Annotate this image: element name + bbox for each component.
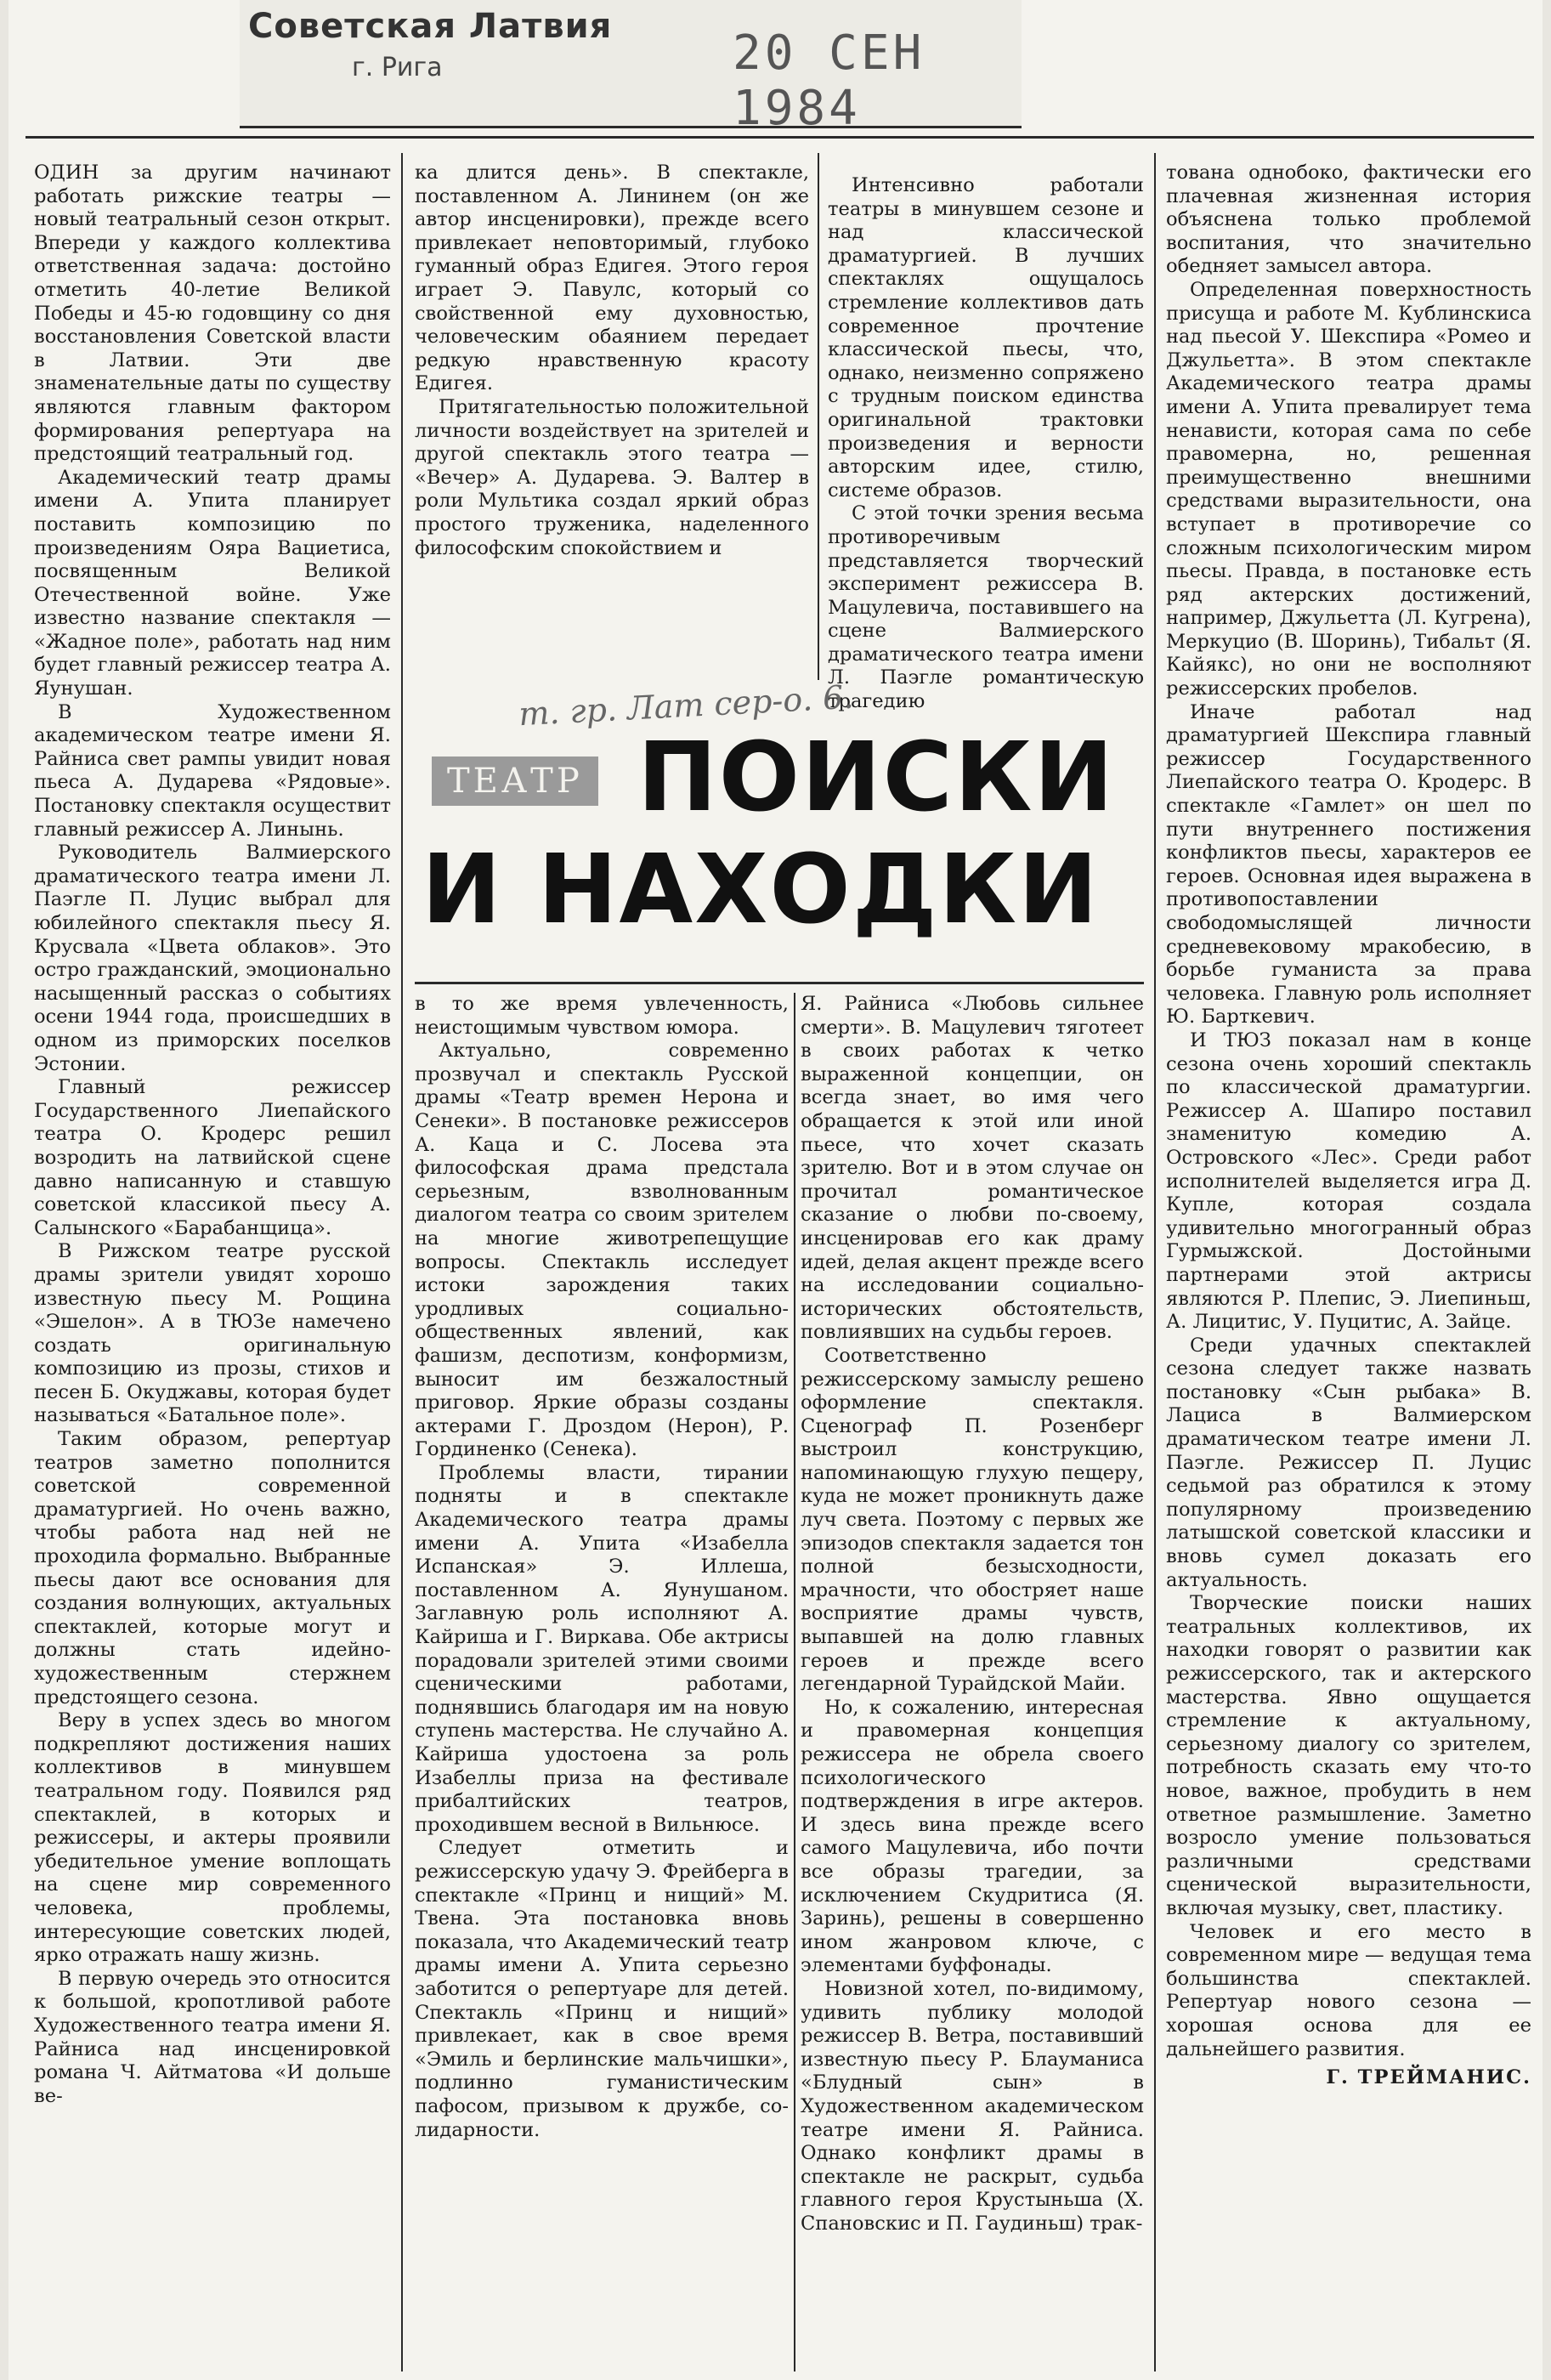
headline-line-1: ПОИСКИ: [637, 722, 1116, 833]
paragraph: Веру в успех здесь во многом подкрепляют достижения наших коллективов в минувшем театральном году. Появился ряд спектаклей, в которых и режиссеры, и актеры проявили убедительное умение воплощать на сцене мир современного человека, проблемы, интересующие советских людей, ярко отражать нашу жизнь.: [34, 1709, 391, 1967]
paragraph: Следует отметить и режиссерскую удачу Э. Фрейберга в спектакле «Принц и нищий» М. Твена. Эта постановка вновь показала, что Академический театр драмы имени А. Упита серьезно заботится о репертуаре для детей. Спектакль «Принц и нищий» привлекает, как в свое время «Эмиль и берлинские мальчишки», подлинно гуманистическим пафосом, призывом к дружбе, со-лидарности.: [415, 1837, 789, 2141]
newspaper-name: Советская Латвия: [248, 7, 613, 46]
paragraph: В первую очередь это относится к большой, кропотливой работе Художественного театра имени Я. Райниса над инсценировкой романа Ч. Айтматова «И дольше ве-: [34, 1967, 391, 2107]
paragraph: Но, к сожалению, интересная и правомерная концепция режиссера не обрела своего психологического подтверждения в игре актеров. И здесь вина прежде всего самого Мацулевича, ибо почти все образы трагедии, за исключением Скудритиса (Я. Заринь), решены в совершенно ином жанровом ключе, с элементами буффонады.: [801, 1696, 1144, 1977]
rubric-label: ТЕАТР: [432, 756, 598, 806]
paragraph: В Рижском театре русской драмы зрители увидят хорошо известную пьесу М. Рощина «Эшелон». А в ТЮЗе намечено создать оригинальную композицию из прозы, стихов и песен Б. Окуджавы, которая будет называться «Батальное поле».: [34, 1240, 391, 1427]
paragraph: Проблемы власти, тирании подняты и в спектакле Академического театра драмы имени А. Упита «Изабелла Испанская» Э. Иллешa, поставленном А. Яунушаном. Заглавную роль исполняют А. Кайриша и Г. Виркава. Обе актрисы порадовали зрителей этими своими сценическими работами, поднявшись благодаря им на новую ступень мастерства. Не случайно А. Кайриша удостоена за роль Изабеллы приза на фестивале прибалтийских театров, проходившем весной в Вильнюсе.: [415, 1461, 789, 1836]
paragraph: Среди удачных спектаклей сезона следует также назвать постановку «Сын рыбака» В. Лациса в Валмиерском драматическом театре имени Л. Паэгле. Режиссер П. Луцис седьмой раз обратился к этому популярному произведению латышской советской классики и вновь сумел доказать его актуальность.: [1166, 1334, 1531, 1591]
column-divider: [401, 153, 403, 2372]
paragraph: в то же время увлеченность, неистощимым чувством юмора.: [415, 993, 789, 1039]
issue-date: 20 СЕН 1984: [733, 26, 926, 136]
column-divider: [1154, 153, 1156, 2372]
paragraph: Человек и его место в современном мире — ведущая тема большинства спектаклей. Репертуар нового сезона — хорошая основа для ее дальнейшего развития.: [1166, 1920, 1531, 2060]
column-divider: [794, 993, 795, 2372]
headline-rule: [415, 982, 1144, 984]
paragraph: Иначе работал над драматургией Шекспира главный режиссер Государственного Лиепайского театра О. Кродерс. В спектакле «Гамлет» он шел по пути внутреннего постижения конфликтов пьесы, характеров ее героев. Основная идея выражена в противопоставлении свободомыслящей личности средневековому мракобесию, в борьбе гуманиста за права человека. Главную роль исполняет Ю. Барткевич.: [1166, 700, 1531, 1028]
handwritten-note: т. гр. Лат сер-о. 6.: [518, 677, 855, 734]
paragraph: Главный режиссер Государственного Лиепайского театра О. Кродерс решил возродить на латвийской сцене давно написанную и ставшую советской классикой пьесу А. Салынского «Барабанщица».: [34, 1076, 391, 1239]
top-rule: [25, 136, 1534, 139]
article-column-1: [34, 162, 391, 2372]
paragraph: ОДИН за другим начинают работать рижские театры — новый театральный сезон открыт. Впереди у каждого коллектива ответственная задача: достойно отметить 40-летие Великой Победы и 45-ю годовщину со дня восстановления Советской власти в Латвии. Эти две знаменательные даты по существу являются главным фактором формирования репертуара на предстоящий театральный год.: [34, 162, 391, 466]
paragraph: Академический театр драмы имени А. Упита планирует поставить композицию по произведениям Ояра Вациетиса, посвященным Великой Отечественной войне. Уже известно название спектакля — «Жадное поле», работать над ним будет главный режиссер театра А. Яунушан.: [34, 466, 391, 700]
paragraph: Определенная поверхностность присуща и работе М. Кублинскиса над пьесой У. Шекспира «Ромео и Джульетта». В этом спектакле Академического театра драмы имени А. Упита превалирует тема ненависти, которая сама по себе правомерна, но, решенная преимущественно внешними средствами выразительности, она вступает в противоречие со сложным психологическим миром пьесы. Правда, в постановке есть ряд актерских достижений, например, Джульетта (Л. Кугрена), Меркуцио (В. Шоринь), Тибальт (Я. Кайякс), но они не восполняют режиссерских пробелов.: [1166, 278, 1531, 700]
headline-line-2: И НАХОДКИ: [422, 835, 1100, 945]
article-column-2-top: [415, 162, 809, 680]
paragraph: Руководитель Валмиерского драматического театра имени Л. Паэгле П. Луцис выбрал для юбилейного спектакля пьесу Я. Крусвала «Цвета облаков». Это остро гражданский, эмоционально насыщенный рассказ о событиях осени 1944 года, происшедших в одном из приморских поселков Эстонии.: [34, 842, 391, 1075]
newspaper-city: г. Рига: [352, 53, 443, 82]
paragraph: Притягательностью положительной личности воздействует на зрителей и другой спектакль этого театра — «Вечер» А. Дударева. Э. Валтер в роли Мультика создал яркий образ простого труженика, наделенного философским спокойствием и: [415, 395, 809, 559]
newspaper-stamp: [240, 0, 1022, 136]
paragraph: Актуально, современно прозвучал и спектакль Русской драмы «Театр времен Нерона и Сенеки». В постановке режиссеров А. Каца и С. Лосева эта философская драма предстала серьезным, взволнованным диалогом театра со своим зрителем на многие животрепещущие вопросы. Спектакль исследует истоки зарождения таких уродливых социально-общественных явлений, как фашизм, деспотизм, конформизм, выносит им безжалостный приговор. Яркие образы созданы актерами Г. Дроздом (Нерон), Р. Гординенко (Сенека).: [415, 1040, 789, 1461]
paragraph: тована однобоко, фактически его плачевная жизненная история объяснена только проблемой воспитания, что значительно обедняет замысел автора.: [1166, 162, 1531, 278]
article-column-3-top: [828, 174, 1144, 713]
article-column-4: [1166, 162, 1531, 2372]
paragraph: В Художественном академическом театре имени Я. Райниса свет рампы увидит новая пьеса А. Дударева «Рядовые». Постановку спектакля осуществит главный режиссер А. Линынь.: [34, 700, 391, 841]
newspaper-page: [8, 0, 1543, 2380]
paragraph: С этой точки зрения весьма противоречивым представляется творческий эксперимент режиссера В. Мацулевича, поставившего на сцене Валмиерского драматического театра имени Л. Паэгле романтическую трагедию: [828, 502, 1144, 713]
article-column-2-bottom: [415, 993, 789, 2372]
author-signature: Г. ТРЕЙМАНИС.: [1326, 2066, 1531, 2089]
paragraph: Соответственно режиссерскому замыслу решено оформление спектакля. Сценограф П. Розенберг выстроил конструкцию, напоминающую глухую пещеру, куда не может проникнуть даже луч света. Поэтому с первых же эпизодов спектакля задается тон полной безысходности, мрачности, что обостряет наше восприятие драмы чувств, выпавшей на долю главных героев и прежде всего легендарной Турайдской Майи.: [801, 1344, 1144, 1696]
column-divider: [818, 153, 819, 680]
paragraph: И ТЮЗ показал нам в конце сезона очень хороший спектакль по классической драматургии. Режиссер А. Шапиро поставил знаменитую комедию А. Островского «Лес». Среди работ исполнителей выделяется игра Д. Купле, которая создала удивительно многогранный образ Гурмыжской. Достойными партнерами этой актрисы являются Р. Плепис, Э. Лиепиньш, А. Лицитис, У. Пуцитис, А. Зайце.: [1166, 1028, 1531, 1334]
paragraph: Новизной хотел, по-видимому, удивить публику молодой режиссер В. Ветра, поставивший известную пьесу Р. Блауманиса «Блудный сын» в Художественном академическом театре имени Я. Райниса. Однако конфликт драмы в спектакле не раскрыт, судьба главного героя Крустыньша (Х. Спановскис и П. Гаудиньш) трак-: [801, 1977, 1144, 2235]
paragraph: ка длится день». В спектакле, поставленном А. Лининем (он же автор инсценировки), прежде всего привлекает неповторимый, глубоко гуманный образ Едигея. Этого героя играет Э. Павулс, который со свойственной ему духовностью, человеческим обаянием передает редкую нравственную красоту Едигея.: [415, 162, 809, 395]
paragraph: Я. Райниса «Любовь сильнее смерти». В. Мацулевич тяготеет в своих работах к четко выраженной концепции, он всегда знает, во имя чего обращается к этой или иной пьесе, что хочет сказать зрителю. Вот и в этом случае он прочитал романтическое сказание о любви по-своему, инсценировав его как драму идей, делая акцент прежде всего на исследовании социально-исторических обстоятельств, повлиявших на судьбы героев.: [801, 993, 1144, 1344]
paragraph: Интенсивно работали театры в минувшем сезоне и над классической драматургией. В лучших спектаклях ощущалось стремление коллективов дать современное прочтение классической пьесы, что, однако, неизменно сопряжено с трудным поиском единства оригинальной трактовки произведения и верности авторским идее, стилю, системе образов.: [828, 174, 1144, 502]
headline-block: [415, 722, 1144, 978]
paragraph: Творческие поиски наших театральных коллективов, их находки говорят о развитии как режиссерского, так и актерского мастерства. Явно ощущается стремление к актуальному, серьезному диалогу со зрителем, потребность сказать ему что-то новое, важное, пробудить в нем ответное размышление. Заметно возросло умение пользоваться различными средствами сценической выразительности, включая музыку, свет, пластику.: [1166, 1592, 1531, 1919]
article-column-3-bottom: [801, 993, 1144, 2372]
paragraph: Таким образом, репертуар театров заметно пополнится советской современной драматургией. Но очень важно, чтобы работа над ней не проходила формально. Выбранные пьесы дают все основания для создания волнующих, актуальных спектаклей, которые могут и должны стать идейно-художественным стержнем предстоящего сезона.: [34, 1428, 391, 1708]
